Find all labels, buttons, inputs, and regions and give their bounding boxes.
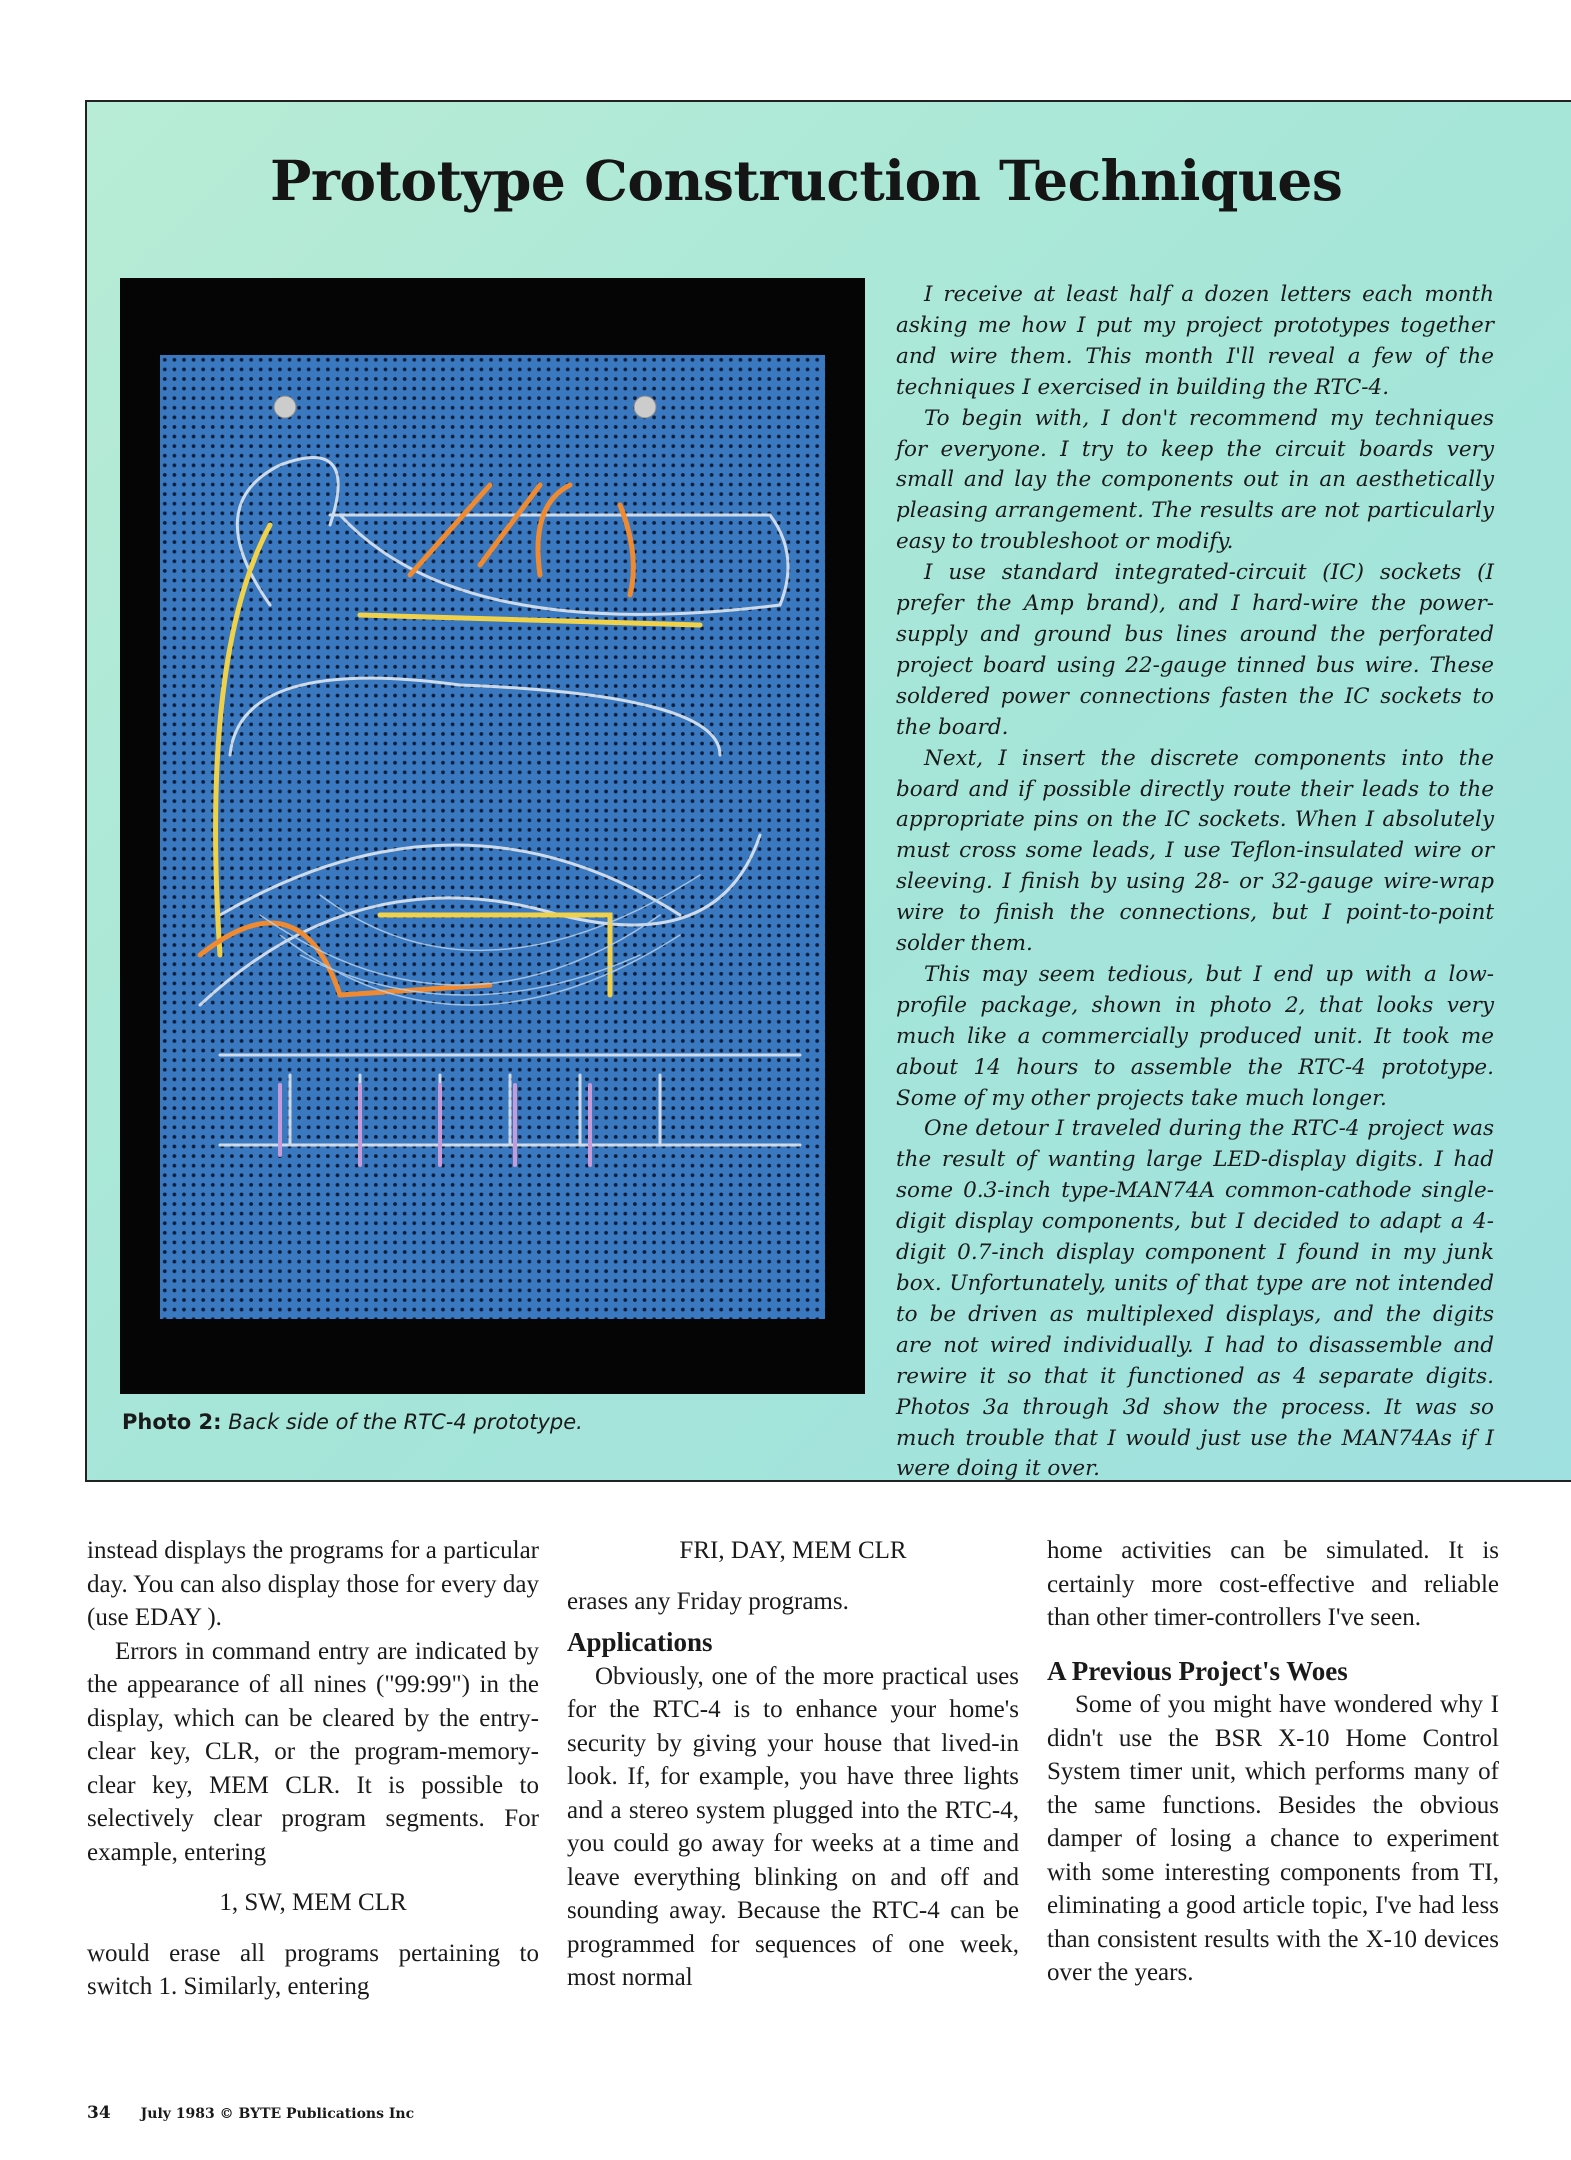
column-1 bbox=[87, 1534, 539, 2004]
photo-caption bbox=[122, 1410, 583, 1434]
sidebar-paragraph: I use standard integrated-circuit (IC) sockets (I prefer the Amp brand), and I hard-wire the power-supply and ground bus lines around the perforated project board using 22-gauge tinned bus wire. These soldered power connections fasten the IC sockets to the board. bbox=[896, 560, 1494, 740]
page-footer bbox=[87, 2103, 414, 2123]
section-heading: Applications bbox=[567, 1627, 713, 1657]
photo-circuit-board bbox=[120, 278, 865, 1394]
caption-label: Photo 2: bbox=[122, 1410, 222, 1434]
paragraph: would erase all programs pertaining to switch 1. Similarly, entering bbox=[87, 1939, 539, 2000]
paragraph: home activities can be simulated. It is certainly more cost-effective and reliable than other timer-controllers I've seen. bbox=[1047, 1537, 1499, 1631]
column-2 bbox=[567, 1534, 1019, 1995]
sidebar-paragraph: To begin with, I don't recommend my techniques for everyone. I try to keep the circuit boards very small and lay the components out in an aesthetically pleasing arrangement. The results are not particularly easy to troubleshoot or modify. bbox=[896, 405, 1494, 555]
sidebar-paragraph: Next, I insert the discrete components into the board and if possible directly route their leads to the appropriate pins on the IC sockets. When I absolutely must cross some leads, I use Teflon-insulated wire or sleeving. I finish by using 28- or 32-gauge wire-wrap wire to finish the connections, but I point-to-point solder them. bbox=[896, 745, 1494, 957]
caption-text: Back side of the RTC-4 prototype. bbox=[228, 1410, 583, 1434]
paragraph: Errors in command entry are indicated by the appearance of all nines ("99:99") in the display, which can be cleared by the entry-clear key, CLR, or the program-memory-clear key, MEM CLR. It is possible to selectively clear program segments. For example, entering bbox=[87, 1637, 539, 1866]
paragraph: instead displays the programs for a particular day. You can also display those for every day (use EDAY ). bbox=[87, 1537, 539, 1631]
command-example: 1, SW, MEM CLR bbox=[219, 1889, 407, 1916]
paragraph: Some of you might have wondered why I didn't use the BSR X-10 Home Control System timer unit, which performs many of the same functions. Besides the obvious damper of losing a chance to experiment with some interesting components from TI, eliminating a good article topic, I've had less than consistent results with the X-10 devices over the years. bbox=[1047, 1691, 1499, 1986]
column-3 bbox=[1047, 1534, 1499, 1990]
footer-text: July 1983 © BYTE Publications Inc bbox=[140, 2106, 415, 2122]
sidebar-paragraph: One detour I traveled during the RTC-4 project was the result of wanting large LED-display digits. I had some 0.3-inch type-MAN74A common-cathode single-digit display components, but I decided to adapt a 4-digit 0.7-inch display component I found in my junk box. Unfortunately, units of that type are not intended to be driven as multiplexed displays, and the digits are not wired individually. I had to disassemble and rewire it so that it functioned as 4 separate digits. Photos 3a through 3d show the process. It was so much trouble that I would just use the MAN74As if I were doing it over. bbox=[896, 1116, 1494, 1482]
sidebar-paragraph: I receive at least half a dozen letters each month asking me how I put my project prototypes together and wire them. This month I'll reveal a few of the techniques I exercised in building the RTC-4. bbox=[896, 282, 1494, 400]
wiring-illustration bbox=[160, 355, 825, 1319]
command-example: FRI, DAY, MEM CLR bbox=[679, 1537, 907, 1564]
sidebar-text bbox=[896, 280, 1494, 1485]
page-number: 34 bbox=[87, 2103, 111, 2123]
paragraph: erases any Friday programs. bbox=[567, 1587, 849, 1615]
paragraph: Obviously, one of the more practical uses for the RTC-4 is to enhance your home's security by giving your house that lived-in look. If, for example, you have three lights and a stereo system plugged into the RTC-4, you could go away for weeks at a time and leave everything blinking on and off and sounding away. Because the RTC-4 can be programmed for sequences of one week, most normal bbox=[567, 1662, 1019, 1991]
sidebar-paragraph: This may seem tedious, but I end up with a low-profile package, shown in photo 2, that looks very much like a commercially produced unit. It took me about 14 hours to assemble the RTC-4 prototype. Some of my other projects take much longer. bbox=[896, 961, 1494, 1111]
page-title: Prototype Construction Techniques bbox=[270, 148, 1343, 213]
section-heading: A Previous Project's Woes bbox=[1047, 1655, 1348, 1686]
